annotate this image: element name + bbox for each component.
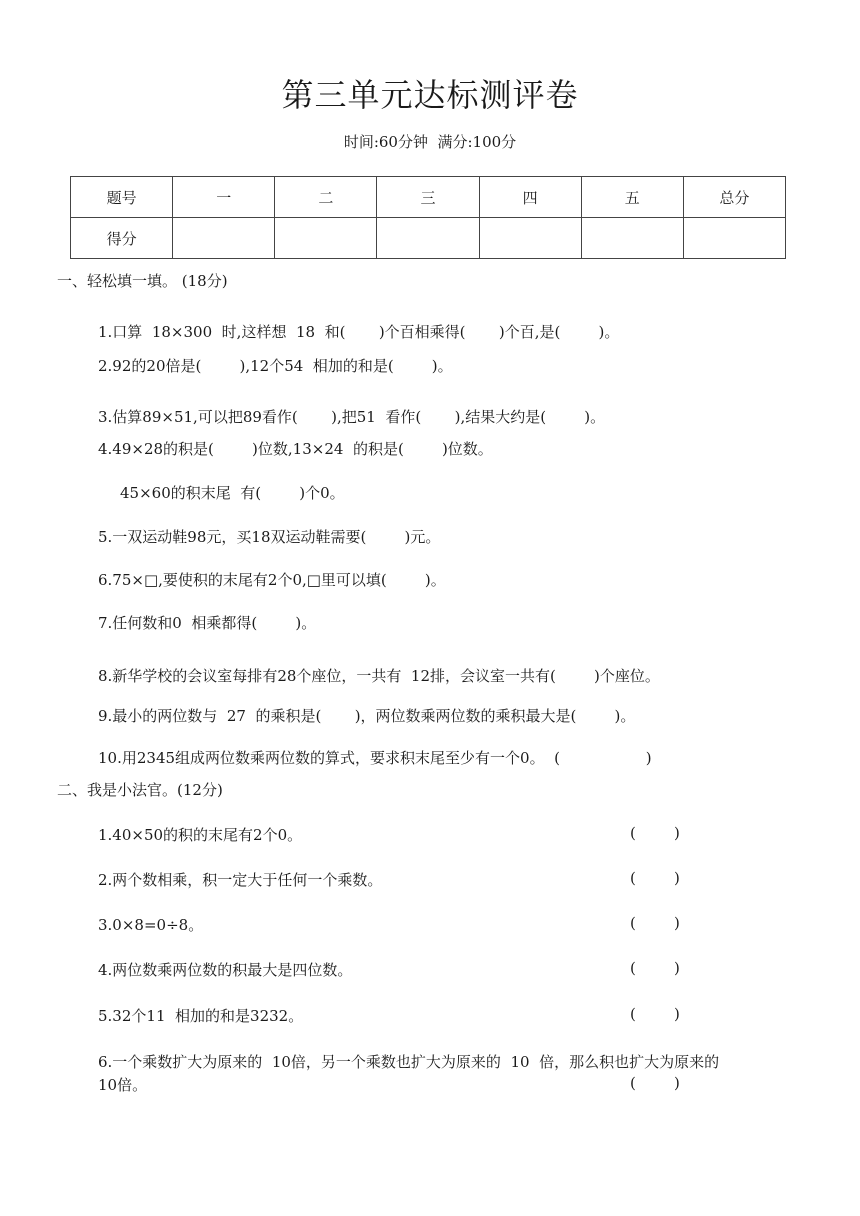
question-item: 1.40×50的积的末尾有2个0。 bbox=[98, 826, 303, 844]
answer-paren[interactable]: ( ) bbox=[630, 869, 680, 887]
answer-paren[interactable]: ( ) bbox=[630, 914, 680, 932]
question-item: 5.一双运动鞋98元，买18双运动鞋需要( )元。 bbox=[98, 528, 441, 546]
score-input-cell[interactable] bbox=[275, 218, 377, 259]
question-item: 6.75×□,要使积的末尾有2个0,□里可以填( )。 bbox=[98, 571, 446, 589]
question-item: 4.49×28的积是( )位数,13×24 的积是( )位数。 bbox=[98, 440, 493, 458]
score-input-cell[interactable] bbox=[377, 218, 479, 259]
table-cell: 题号 bbox=[71, 177, 173, 218]
question-item: 10.用2345组成两位数乘两位数的算式，要求积末尾至少有一个0。 ( ) bbox=[98, 749, 652, 767]
page-title: 第三单元达标测评卷 bbox=[281, 76, 579, 114]
question-item: 3.估算89×51,可以把89看作( ),把51 看作( ),结果大约是( )。 bbox=[98, 408, 606, 426]
question-item: 7.任何数和0 相乘都得( )。 bbox=[98, 614, 317, 632]
table-cell: 三 bbox=[377, 177, 479, 218]
table-cell: 总分 bbox=[683, 177, 785, 218]
score-input-cell[interactable] bbox=[479, 218, 581, 259]
question-item: 3.0×8=0÷8。 bbox=[98, 916, 204, 934]
table-cell: 得分 bbox=[71, 218, 173, 259]
table-cell: 二 bbox=[275, 177, 377, 218]
section-heading: 一、轻松填一填。 (18分) bbox=[57, 272, 228, 290]
table-cell: 五 bbox=[581, 177, 683, 218]
question-item: 6.一个乘数扩大为原来的 10倍，另一个乘数也扩大为原来的 10 倍，那么积也扩大为原来的 bbox=[98, 1053, 720, 1071]
table-cell: 四 bbox=[479, 177, 581, 218]
answer-paren[interactable]: ( ) bbox=[630, 1005, 680, 1023]
question-item: 2.两个数相乘，积一定大于任何一个乘数。 bbox=[98, 871, 383, 889]
question-item: 8.新华学校的会议室每排有28个座位，一共有 12排，会议室一共有( )个座位。 bbox=[98, 667, 660, 685]
table-row bbox=[71, 177, 786, 218]
question-item: 5.32个11 相加的和是3232。 bbox=[98, 1007, 304, 1025]
question-item: 1.口算 18×300 时,这样想 18 和( )个百相乘得( )个百,是( )。 bbox=[98, 323, 620, 341]
table-cell: 一 bbox=[173, 177, 275, 218]
answer-paren[interactable]: ( ) bbox=[630, 959, 680, 977]
question-item: 9.最小的两位数与 27 的乘积是( )，两位数乘两位数的乘积最大是( )。 bbox=[98, 707, 636, 725]
question-item: 45×60的积末尾 有( )个0。 bbox=[120, 484, 345, 502]
answer-paren[interactable]: ( ) bbox=[630, 824, 680, 842]
score-input-cell[interactable] bbox=[173, 218, 275, 259]
question-item-continued: 10倍。 bbox=[98, 1076, 148, 1094]
answer-paren[interactable]: ( ) bbox=[630, 1074, 680, 1092]
table-row bbox=[71, 218, 786, 259]
exam-info: 时间:60分钟 满分:100分 bbox=[343, 133, 517, 151]
score-table bbox=[70, 176, 786, 259]
question-item: 2.92的20倍是( ),12个54 相加的和是( )。 bbox=[98, 357, 453, 375]
score-input-cell[interactable] bbox=[683, 218, 785, 259]
question-item: 4.两位数乘两位数的积最大是四位数。 bbox=[98, 961, 353, 979]
score-input-cell[interactable] bbox=[581, 218, 683, 259]
section-heading: 二、我是小法官。(12分) bbox=[57, 781, 223, 799]
